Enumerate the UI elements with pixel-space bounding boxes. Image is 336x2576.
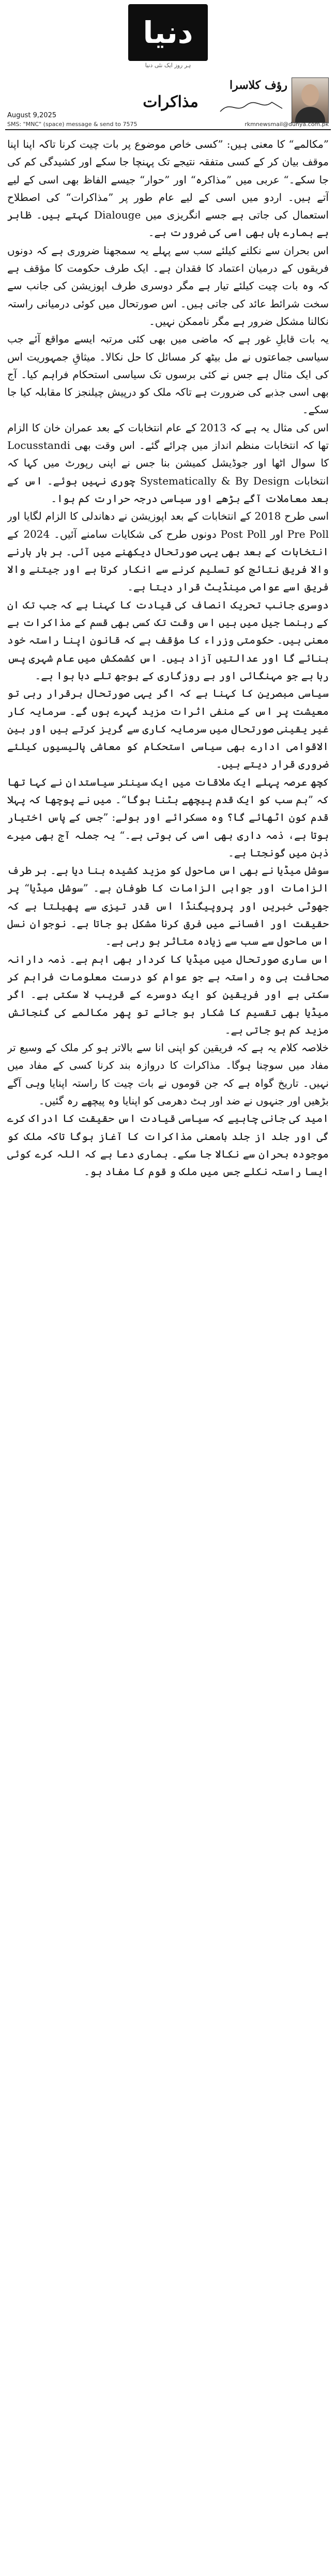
article-paragraph: ”مکالمے“ کا معنی ہیں: ”کسی خاص موضوع پر بات چیت کرنا تاکہ اپنا اپنا موقف بیان کر کے کسی متفقہ نتیجے تک پہنچا جا سکے اور کشیدگی کم کی جا سکے۔“ عربی میں ”مذاکرہ“ اور ”حوار“ جیسے الفاظ بھی اسی کے لیے آتے ہیں۔ اردو میں اسی کے لیے عام طور پر ”مذاکرات“ کی اصطلاح استعمال کی جاتی ہے جسے انگریزی میں Dialouge کہتے ہیں۔ ظاہر ہے ہمارے ہاں بھی اسی کی ضرورت ہے۔ xyxy=(7,138,329,239)
article-paragraph: امید کی جانی چاہیے کہ سیاسی قیادت اس حقیقت کا ادراک کرے گی اور جلد از جلد بامعنی مذاکرات کا آغاز ہوگا تاکہ ملک کو موجودہ بحران سے نکالا جا سکے۔ ہماری دعا ہے کہ اللہ کرے کوئی ایسا راستہ نکلے جس میں ملک و قوم کا مفاد ہو۔ xyxy=(7,1112,329,1178)
column-header xyxy=(0,77,336,129)
article-paragraph: خلاصہ کلام یہ ہے کہ فریقین کو اپنی انا سے بالاتر ہو کر ملک کے وسیع تر مفاد میں سوچنا ہوگا۔ مذاکرات کا دروازہ بند کرنا کسی کے مفاد میں نہیں۔ تاریخ گواہ ہے کہ جن قوموں نے بات چیت کا راستہ اپنایا وہی آگے بڑھیں اور جنہوں نے ضد اور ہٹ دھرمی کو اپنایا وہ پیچھے رہ گئیں۔ xyxy=(7,1041,329,1107)
article-paragraph: سوشل میڈیا نے بھی اس ماحول کو مزید کشیدہ بنا دیا ہے۔ ہر طرف الزامات اور جوابی الزامات کا طوفان ہے۔ ”سوشل میڈیا“ پر جھوٹی خبریں اور پروپیگنڈا اس قدر تیزی سے پھیلتا ہے کہ حقیقت اور افسانے میں فرق کرنا مشکل ہو جاتا ہے۔ نوجوان نسل اس ماحول سے سب سے زیادہ متاثر ہو رہی ہے۔ xyxy=(7,864,329,948)
publish-date: August 9,2025 xyxy=(7,112,57,119)
article-paragraph: اس بحران سے نکلنے کیلئے سب سے پہلے یہ سمجھنا ضروری ہے کہ دونوں فریقوں کے درمیان اعتماد کا فقدان ہے۔ ایک طرف حکومت کا مؤقف ہے کہ وہ بات چیت کیلئے تیار ہے مگر دوسری طرف اپوزیشن کی جانب سے سخت شرائط عائد کی جاتی ہیں۔ اس صورتحال میں کوئی درمیانی راستہ نکالنا مشکل ضرور ہے مگر ناممکن نہیں۔ xyxy=(7,244,329,327)
author-name: رؤف کلاسرا xyxy=(230,79,287,92)
article-body xyxy=(7,135,329,2568)
article-paragraph: یہ بات قابلِ غور ہے کہ ماضی میں بھی کئی مرتبہ ایسے مواقع آئے جب سیاسی جماعتوں نے مل بیٹھ کر مسائل کا حل نکالا۔ میثاقِ جمہوریت اس کی ایک مثال ہے جس نے کئی برسوں تک سیاسی استحکام فراہم کیا۔ آج بھی اسی جذبے کی ضرورت ہے تاکہ ملک کو درپیش چیلنجز کا مقابلہ کیا جا سکے۔ xyxy=(7,333,329,416)
sms-info: SMS: "MNC" (space) message & send to 7575 xyxy=(7,121,138,128)
masthead xyxy=(0,0,336,72)
newspaper-logo xyxy=(128,4,208,61)
logo-tagline: ہر روز ایک نئی دنیا xyxy=(145,62,191,69)
article-paragraph: دوسری جانب تحریک انصاف کی قیادت کا کہنا ہے کہ جب تک ان کے رہنما جیل میں ہیں اس وقت تک کسی بھی قسم کے مذاکرات بے معنی ہیں۔ حکومتی وزراء کا مؤقف ہے کہ قانون اپنا راستہ خود بنائے گا اور عدالتیں آزاد ہیں۔ اس کشمکش میں عام شہری پس رہا ہے جو مہنگائی اور بے روزگاری کے بوجھ تلے دبا ہوا ہے۔ xyxy=(7,598,329,682)
article-paragraph: کچھ عرصہ پہلے ایک ملاقات میں ایک سینئر سیاستدان نے کہا تھا کہ ”ہم سب کو ایک قدم پیچھے ہٹنا ہوگا“۔ میں نے پوچھا کہ پہلا قدم کون اٹھائے گا؟ وہ مسکرائے اور بولے: ”جس کے پاس اختیار ہوتا ہے، ذمہ داری بھی اسی کی ہوتی ہے۔“ یہ جملہ آج بھی میرے ذہن میں گونجتا ہے۔ xyxy=(7,775,329,859)
article-paragraph: اسی طرح 2018 کے انتخابات کے بعد اپوزیشن نے دھاندلی کا الزام لگایا اور Pre Poll اور Post Poll دونوں طرح کی شکایات سامنے آئیں۔ 2024 کے انتخابات کے بعد بھی یہی صورتحال دیکھنے میں آئی۔ ہر بار ہارنے والا فریق نتائج کو تسلیم کرنے سے انکار کرتا ہے اور جیتنے والا فریق اسے عوامی مینڈیٹ قرار دیتا ہے۔ xyxy=(7,510,329,594)
article-paragraph: سیاسی مبصرین کا کہنا ہے کہ اگر یہی صورتحال برقرار رہی تو معیشت پر اس کے منفی اثرات مزید گہرے ہوں گے۔ سرمایہ کار غیر یقینی صورتحال میں سرمایہ کاری سے گریز کرتے ہیں اور بین الاقوامی ادارے بھی سیاسی استحکام کو معاشی پالیسیوں کیلئے ضروری قرار دیتے ہیں۔ xyxy=(7,687,329,771)
author-email: rkmnewsmail@dunya.com.pk xyxy=(245,121,329,128)
article-paragraph: اس کی مثال یہ ہے کہ 2013 کے عام انتخابات کے بعد عمران خان کا الزام تھا کہ انتخابات منظم انداز میں چرائے گئے۔ اس وقت بھی Locusstandi کا سوال اٹھا اور جوڈیشل کمیشن بنا جس نے اپنی رپورٹ میں کہا کہ انتخابات Systematically & By Design چوری نہیں ہوئے۔ اس کے بعد معاملات آگے بڑھے اور سیاسی درجہ حرارت کم ہوا۔ xyxy=(7,421,329,505)
column-title: مذاکرات xyxy=(143,93,198,111)
logo-text: دنیا xyxy=(143,15,193,50)
header-divider xyxy=(5,129,331,130)
column-meta xyxy=(0,112,336,127)
article-paragraph: اس ساری صورتحال میں میڈیا کا کردار بھی اہم ہے۔ ذمہ دارانہ صحافت ہی وہ راستہ ہے جو عوام کو درست معلومات فراہم کر سکتی ہے اور فریقین کو ایک دوسرے کے قریب لا سکتی ہے۔ اگر میڈیا بھی تقسیم کا شکار ہو جائے تو پھر مکالمے کی گنجائش مزید کم ہو جاتی ہے۔ xyxy=(7,953,329,1036)
